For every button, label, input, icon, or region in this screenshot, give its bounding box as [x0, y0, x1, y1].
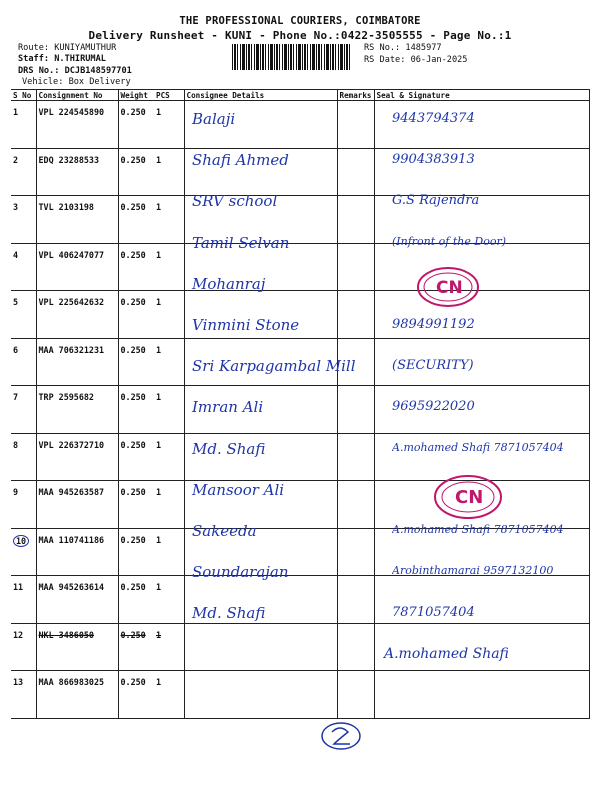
row-pcs-text: 1: [156, 439, 162, 450]
row-sno: [11, 576, 36, 624]
row-consignment-no: [36, 623, 118, 671]
handwritten-name-below: A.mohamed Shafi: [384, 646, 509, 662]
row-consignment-no-text: VPL 224545890: [38, 107, 105, 117]
row-remarks-cell: [337, 623, 374, 671]
route-field: Route: KUNIYAMUTHUR: [18, 43, 117, 53]
row-weight: [118, 386, 154, 434]
row-consignment-no: [36, 338, 118, 386]
handwritten-consignee: SRV school: [192, 192, 278, 211]
row-sno-text: 1: [13, 107, 19, 117]
handwritten-consignee: Sakeeda: [192, 522, 257, 540]
row-consignment-no-text: EDQ 23288533: [38, 154, 100, 165]
row-pcs: [154, 291, 184, 339]
handwritten-signature: 9443794374: [392, 111, 475, 126]
row-consignment-no: [36, 576, 118, 624]
row-remarks-cell: [337, 481, 374, 529]
handwritten-consignee: Sri Karpagambal Mill: [192, 357, 356, 376]
handwritten-signature: 9904383913: [392, 152, 475, 168]
handwritten-consignee: Mohanraj: [192, 274, 266, 293]
row-sno: [11, 196, 36, 244]
col-header-weight: Weight: [118, 90, 154, 101]
row-consignment-no-text: VPL 225642632: [38, 297, 105, 307]
row-remarks-cell: [337, 148, 374, 196]
handwritten-consignee: Shafi Ahmed: [192, 151, 289, 170]
rs-date-field: RS Date: 06-Jan-2025: [364, 55, 468, 65]
row-weight-text: 0.250: [120, 297, 146, 307]
row-remarks-cell: [337, 101, 374, 149]
table-header-row: [11, 90, 589, 101]
row-consignee-cell: [184, 623, 337, 671]
row-pcs: [154, 243, 184, 291]
row-consignment-no: [36, 481, 118, 529]
row-consignment-no-text: MAA 110741186: [38, 534, 105, 545]
row-weight: [118, 623, 154, 671]
row-weight-text: 0.250: [120, 534, 146, 545]
row-weight: [118, 338, 154, 386]
row-weight: [118, 433, 154, 481]
row-consignment-no-text: VPL 226372710: [38, 439, 105, 450]
row-pcs: [154, 338, 184, 386]
row-sno: [11, 101, 36, 149]
row-pcs-text: 1: [156, 249, 162, 260]
col-header-sno: S No: [11, 90, 36, 101]
row-pcs: [154, 386, 184, 434]
row-remarks-cell: [337, 671, 374, 719]
row-pcs: [154, 528, 184, 576]
row-consignment-no-text: MAA 945263587: [38, 487, 105, 497]
row-consignment-no: [36, 433, 118, 481]
runsheet-table: [11, 89, 590, 719]
row-pcs: [154, 148, 184, 196]
row-consignment-no: [36, 148, 118, 196]
row-consignment-no-text: VPL 406247077: [38, 249, 105, 260]
row-weight: [118, 528, 154, 576]
row-sno-text: 8: [13, 439, 19, 450]
row-sno: [11, 623, 36, 671]
row-pcs: [154, 196, 184, 244]
row-remarks-cell: [337, 243, 374, 291]
row-pcs: [154, 433, 184, 481]
row-sno: [11, 433, 36, 481]
table-row: [11, 291, 589, 339]
handwritten-consignee: Vinmini Stone: [192, 316, 300, 334]
handwritten-consignee: Md. Shafi: [192, 439, 266, 458]
row-weight: [118, 101, 154, 149]
row-pcs-text: 1: [156, 392, 162, 402]
row-remarks-cell: [337, 291, 374, 339]
row-pcs-text: 1: [156, 107, 162, 117]
row-pcs: [154, 481, 184, 529]
handwritten-signature: 9695922020: [392, 399, 475, 415]
handwritten-signature: A.mohamed Shafi 7871057404: [392, 440, 564, 454]
row-sno-text: 13: [13, 677, 24, 687]
handwritten-consignee: Tamil Selvan: [192, 233, 290, 252]
drs-number-field: DRS No.: DCJB148597701: [18, 66, 132, 76]
cn-stamp-row5: [412, 262, 484, 312]
handwritten-signature: Arobinthamarai 9597132100: [392, 564, 554, 578]
row-consignment-no-text: MAA 945263614: [38, 582, 105, 592]
page-number-mark: [318, 718, 364, 754]
handwritten-signature: 7871057404: [392, 605, 475, 621]
row-pcs-text: 1: [156, 487, 162, 497]
row-weight-text: 0.250: [120, 582, 146, 592]
row-consignment-no-text: MAA 706321231: [38, 344, 105, 355]
row-sno: [11, 291, 36, 339]
row-sno-text: 7: [13, 392, 19, 402]
row-remarks-cell: [337, 528, 374, 576]
row-sno: [11, 671, 36, 719]
row-weight: [118, 481, 154, 529]
col-header-pcs: PCS: [154, 90, 184, 101]
row-pcs-text: 1: [156, 629, 162, 640]
row-signature-cell: [374, 671, 589, 719]
handwritten-consignee: Imran Ali: [192, 398, 264, 417]
row-remarks-cell: [337, 196, 374, 244]
row-weight-text: 0.250: [120, 154, 146, 165]
row-consignment-no: [36, 196, 118, 244]
row-consignment-no-text: NKL 3486050: [38, 629, 94, 640]
row-weight-text: 0.250: [120, 107, 146, 117]
row-weight-text: 0.250: [120, 439, 146, 450]
handwritten-consignee: Md. Shafi: [192, 604, 266, 623]
row-weight: [118, 196, 154, 244]
row-sno: [11, 481, 36, 529]
row-weight: [118, 243, 154, 291]
handwritten-consignee: Soundarajan: [192, 563, 289, 582]
row-pcs-text: 1: [156, 202, 162, 212]
vehicle-field: Vehicle: Box Delivery: [22, 77, 131, 87]
row-sno: [11, 386, 36, 434]
row-consignment-no-text: TRP 2595682: [38, 392, 94, 402]
handwritten-signature: (Infront of the Door): [392, 234, 506, 248]
row-weight-text: 0.250: [120, 392, 146, 402]
row-pcs-text: 1: [156, 677, 162, 687]
row-remarks-cell: [337, 386, 374, 434]
row-weight: [118, 148, 154, 196]
row-sno-text: 10: [13, 535, 29, 547]
handwritten-signature: A.mohamed Shafi 7871057404: [392, 523, 564, 536]
runsheet-subtitle: Delivery Runsheet - KUNI - Phone No.:0422-3505555 - Page No.:1: [88, 29, 512, 42]
row-consignment-no: [36, 386, 118, 434]
row-sno-text: 11: [13, 582, 24, 592]
col-header-consignment: Consignment No: [36, 90, 118, 101]
handwritten-signature: (SECURITY): [392, 358, 474, 374]
table-row: [11, 148, 589, 196]
staff-field: Staff: N.THIRUMAL: [18, 54, 106, 64]
row-pcs-text: 1: [156, 154, 162, 165]
row-consignment-no: [36, 671, 118, 719]
row-consignment-no-text: TVL 2103198: [38, 202, 94, 212]
svg-text:CN: CN: [455, 487, 484, 508]
row-pcs-text: 1: [156, 297, 162, 307]
col-header-consignee: Consignee Details: [184, 90, 337, 101]
table-row: [11, 243, 589, 291]
row-consignment-no: [36, 528, 118, 576]
row-pcs-text: 1: [156, 582, 162, 592]
table-row: [11, 101, 589, 149]
row-pcs-text: 1: [156, 344, 162, 355]
row-sno-text: 12: [13, 629, 24, 640]
row-weight-text: 0.250: [120, 249, 146, 260]
row-pcs: [154, 623, 184, 671]
table-row: [11, 386, 589, 434]
col-header-remarks: Remarks: [337, 90, 374, 101]
row-pcs: [154, 576, 184, 624]
row-sno-text: 6: [13, 344, 19, 355]
row-weight: [118, 291, 154, 339]
svg-text:CN: CN: [436, 278, 463, 298]
row-weight: [118, 576, 154, 624]
row-pcs: [154, 101, 184, 149]
row-consignment-no: [36, 291, 118, 339]
row-weight-text: 0.250: [120, 202, 146, 212]
handwritten-consignee: Balaji: [192, 110, 236, 128]
row-weight-text: 0.250: [120, 344, 146, 355]
row-sno-text: 3: [13, 202, 19, 212]
row-consignee-cell: [184, 671, 337, 719]
row-remarks-cell: [337, 576, 374, 624]
cn-stamp-row10: [428, 470, 508, 524]
row-weight-text: 0.250: [120, 677, 146, 687]
row-sno: [11, 243, 36, 291]
row-weight-text: 0.250: [120, 487, 146, 497]
col-header-signature: Seal & Signature: [374, 90, 589, 101]
row-sno-text: 4: [13, 249, 19, 260]
handwritten-consignee: Mansoor Ali: [192, 480, 285, 499]
table-row: [11, 671, 589, 719]
handwritten-signature: 9894991192: [392, 317, 475, 332]
row-sno: [11, 528, 36, 576]
row-weight-text: 0.250: [120, 629, 146, 640]
table-row: [11, 576, 589, 624]
row-sno-text: 2: [13, 154, 19, 165]
row-sno-text: 5: [13, 297, 19, 307]
row-consignment-no: [36, 243, 118, 291]
row-pcs-text: 1: [156, 534, 162, 545]
row-remarks-cell: [337, 433, 374, 481]
row-sno: [11, 338, 36, 386]
row-pcs: [154, 671, 184, 719]
row-weight: [118, 671, 154, 719]
handwritten-signature: G.S Rajendra: [392, 193, 480, 209]
barcode-image: [232, 44, 352, 70]
rs-number-field: RS No.: 1485977: [364, 43, 442, 53]
row-sno: [11, 148, 36, 196]
row-consignment-no-text: MAA 866983025: [38, 677, 105, 687]
company-title: THE PROFESSIONAL COURIERS, COIMBATORE: [179, 15, 421, 27]
row-sno-text: 9: [13, 487, 19, 497]
row-consignment-no: [36, 101, 118, 149]
